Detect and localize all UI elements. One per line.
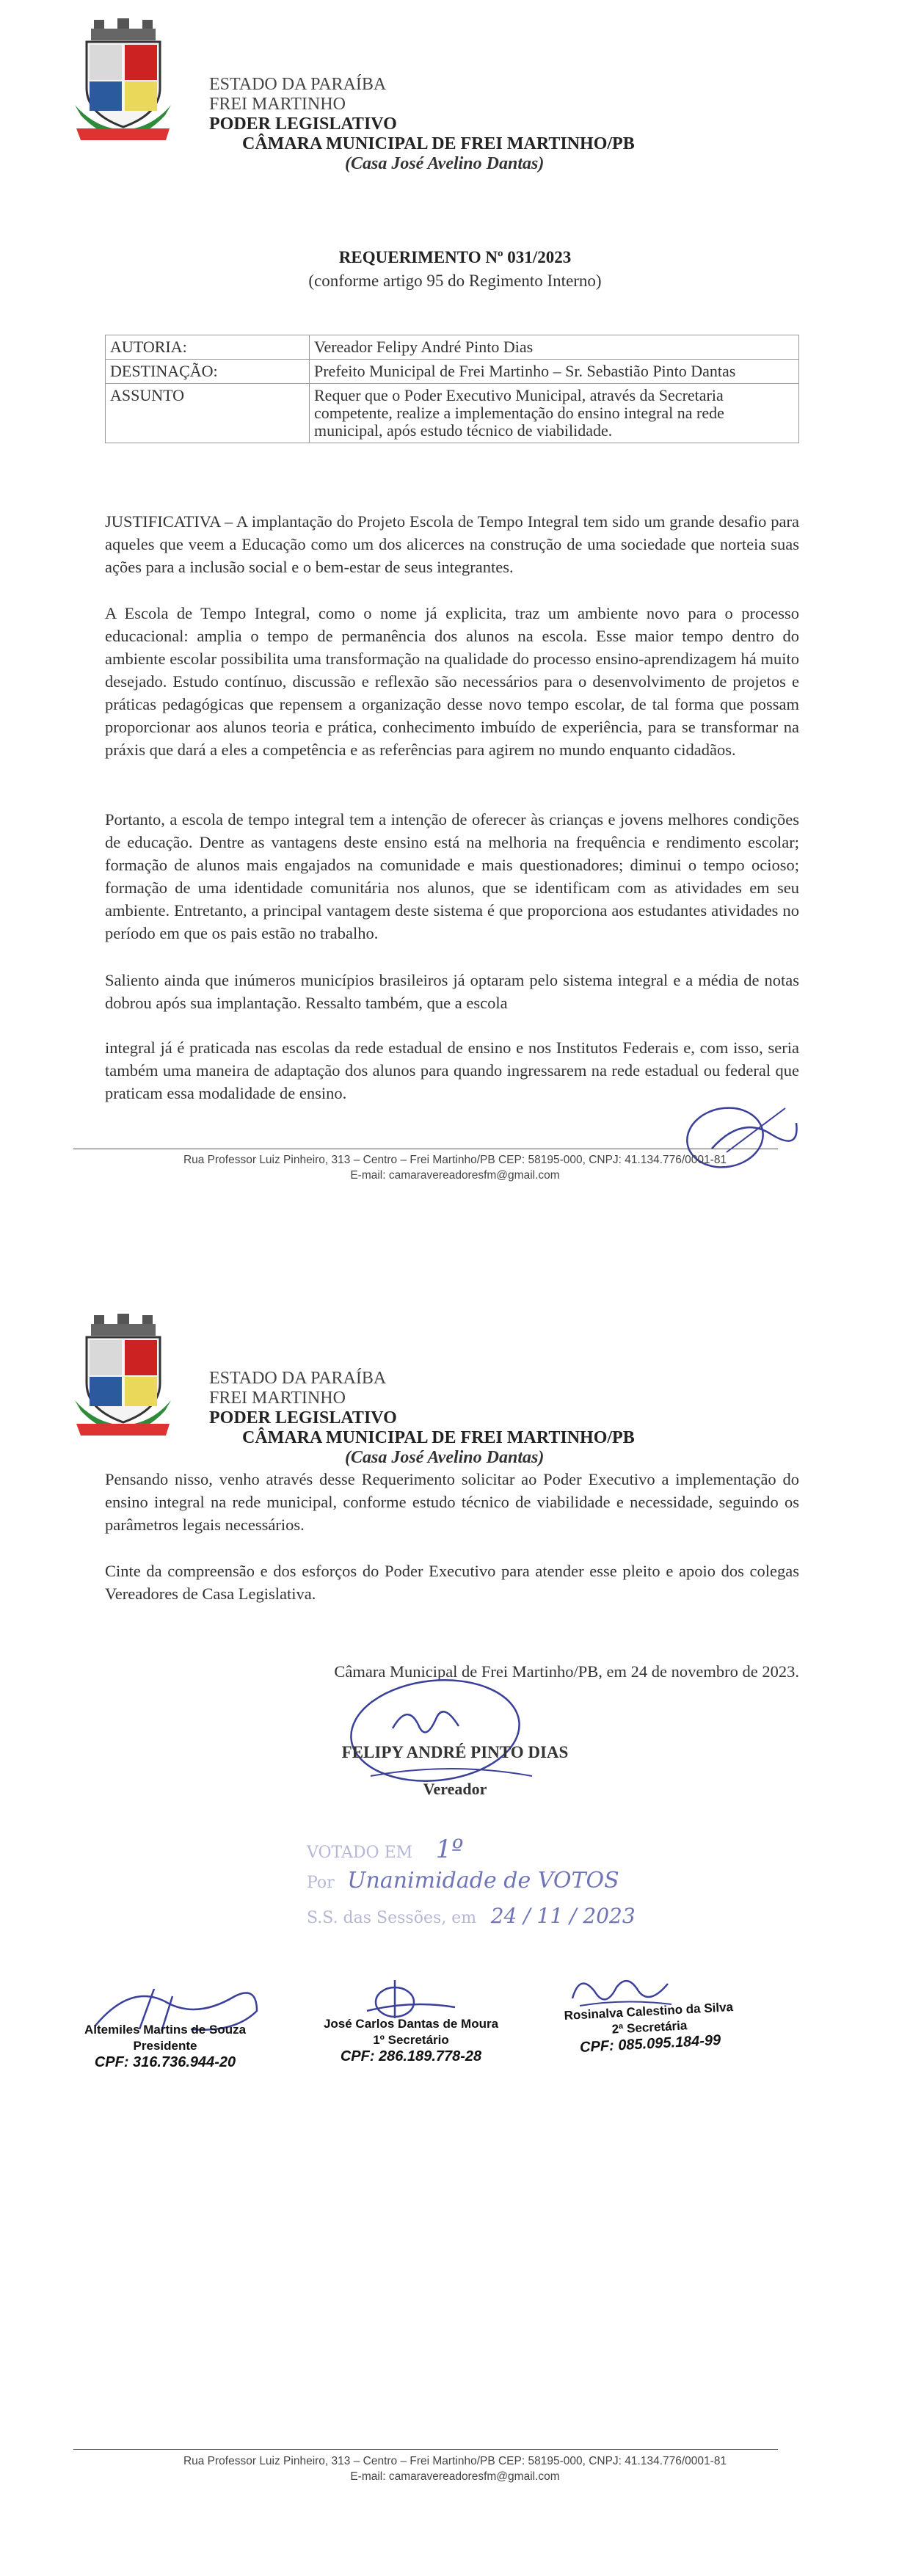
board-member-cpf: CPF: 316.736.944-20 [94, 2054, 236, 2070]
table-value: Requer que o Poder Executivo Municipal, através da Secretaria competente, realize a implementação do ensino integral na rede municipal, após estudo técnico de viabilidade. [310, 384, 799, 443]
vote-stamp-date: 24 / 11 / 2023 [490, 1904, 636, 1928]
board-member-name: Altemiles Martins de Souza [84, 2023, 247, 2037]
vote-stamp-label-by: Por [307, 1874, 335, 1892]
header-chamber: CÂMARA MUNICIPAL DE FREI MARTINHO/PB [242, 1428, 635, 1447]
header-branch: PODER LEGISLATIVO [209, 1408, 397, 1427]
vote-stamp-session: 1º [435, 1835, 464, 1864]
board-member-name: Rosinalva Calestino da Silva [564, 2000, 734, 2023]
table-key: DESTINAÇÃO: [106, 360, 310, 384]
board-member-cpf: CPF: 286.189.778-28 [340, 2048, 482, 2064]
paragraph-municipalities: Saliento ainda que inúmeros municípios brasileiros já optaram pelo sistema integral e a média de notas dobrou após sua implantação. Ressalto também, que a escola [105, 971, 799, 1012]
header-state: ESTADO DA PARAÍBA [209, 75, 387, 94]
vote-stamp-label-voted: VOTADO EM [307, 1844, 413, 1862]
table-key: ASSUNTO [106, 384, 310, 443]
author-role: Vereador [423, 1780, 487, 1798]
header-house: (Casa José Avelino Dantas) [345, 1448, 545, 1467]
footer-address: Rua Professor Luiz Pinheiro, 313 – Centro – Frei Martinho/PB CEP: 58195-000, CNPJ: 41.134.776/0001-81 [183, 2455, 727, 2467]
board-member-name: José Carlos Dantas de Moura [323, 2017, 499, 2031]
page-2 [0, 1288, 910, 2576]
vote-stamp-label-date: S.S. das Sessões, em [307, 1909, 477, 1927]
footer-address: Rua Professor Luiz Pinheiro, 313 – Centro – Frei Martinho/PB CEP: 58195-000, CNPJ: 41.134.776/0001-81 [183, 1154, 727, 1166]
table-key: AUTORIA: [106, 335, 310, 360]
table-value: Vereador Felipy André Pinto Dias [310, 335, 799, 360]
municipal-crest-logo [73, 1314, 172, 1438]
paragraph-closing: Cinte da compreensão e dos esforços do Poder Executivo para atender esse pleito e apoio dos colegas Vereadores de Casa Legislativa. [105, 1562, 799, 1603]
board-member-role: 2ª Secretária [611, 2018, 688, 2037]
board-member-role: Presidente [133, 2039, 197, 2053]
author-signature-block [0, 1743, 910, 1799]
header-state: ESTADO DA PARAÍBA [209, 1369, 387, 1388]
footer [0, 1152, 910, 1183]
table-row [106, 384, 799, 443]
footer [0, 2453, 910, 2484]
footer-divider [73, 2449, 778, 2450]
header-city: FREI MARTINHO [209, 1389, 346, 1408]
paragraph-justification: JUSTIFICATIVA – A implantação do Projeto Escola de Tempo Integral tem sido um grande desafio para aqueles que veem a Educação como um dos alicerces na construção de uma sociedade que norteia suas ações para a inclusão social e o bem-estar de seus integrantes. [105, 512, 799, 576]
municipal-crest-logo [73, 18, 172, 143]
table-value: Prefeito Municipal de Frei Martinho – Sr. Sebastião Pinto Dantas [310, 360, 799, 384]
document-subtitle: (conforme artigo 95 do Regimento Interno) [308, 272, 602, 290]
board-member-role: 1º Secretário [373, 2033, 449, 2047]
header-branch: PODER LEGISLATIVO [209, 114, 397, 134]
table-row [106, 360, 799, 384]
author-name: FELIPY ANDRÉ PINTO DIAS [341, 1743, 569, 1761]
table-row [106, 335, 799, 360]
paragraph-state-network: integral já é praticada nas escolas da rede estadual de ensino e nos Institutos Federais e, com isso, seria também uma maneira de adaptação dos alunos para quando ingressarem na rede estadual ou federal que praticam essa modalidade de ensino. [105, 1038, 799, 1102]
board-member-second-secretary [556, 1999, 742, 2057]
board-member-president [59, 2022, 272, 2070]
board-member-cpf: CPF: 085.095.184-99 [579, 2031, 721, 2056]
paragraph-integral-school: A Escola de Tempo Integral, como o nome já explicita, traz um ambiente novo para o processo educacional: amplia o tempo de permanência dos alunos na escola. Esse maior tempo dentro do ambiente escolar possibilita uma transformação na qualidade do processo ensino-aprendizagem há muito desejado. Estudo contínuo, discussão e reflexão são necessários para o desenvolvimento de projetos e práticas pedagógicas que repensem a organização desse novo tempo escolar, de tal forma que possam proporcionar aos alunos teoria e prática, conhecimento imbuído de experiência, para se transformar na práxis que dará a eles a competência e as referências para agirem no mundo enquanto cidadãos. [105, 604, 799, 759]
footer-email: E-mail: camaravereadoresfm@gmail.com [350, 1169, 560, 1182]
header-house: (Casa José Avelino Dantas) [345, 154, 545, 173]
document-title: REQUERIMENTO Nº 031/2023 [338, 248, 572, 266]
vote-stamp-result: Unanimidade de VOTOS [347, 1868, 619, 1893]
header-chamber: CÂMARA MUNICIPAL DE FREI MARTINHO/PB [242, 134, 635, 153]
info-table [105, 335, 799, 443]
footer-email: E-mail: camaravereadoresfm@gmail.com [350, 2470, 560, 2483]
document-title-block [0, 248, 910, 291]
paragraph-advantages: Portanto, a escola de tempo integral tem a intenção de oferecer às crianças e jovens melhores condições de educação. Dentre as vantagens deste ensino está na melhoria na frequência e rendimento escolar; formação de alunos mais engajados na comunidade e mais questionadores; diminui o tempo ocioso; formação de uma identidade comunitária nos alunos, que se identificam com as atividades em seu ambiente. Entretanto, a principal vantagem deste sistema é que proporciona aos estudantes atividades no período em que os pais estão no trabalho. [105, 810, 799, 942]
header-city: FREI MARTINHO [209, 95, 346, 114]
place-and-date: Câmara Municipal de Frei Martinho/PB, em 24 de novembro de 2023. [334, 1662, 799, 1681]
board-member-first-secretary [323, 2016, 499, 2064]
paragraph-request: Pensando nisso, venho através desse Requerimento solicitar ao Poder Executivo a implementação do ensino integral na rede municipal, conforme estudo técnico de viabilidade e necessidade, seguindo os parâmetros legais necessários. [105, 1470, 799, 1534]
